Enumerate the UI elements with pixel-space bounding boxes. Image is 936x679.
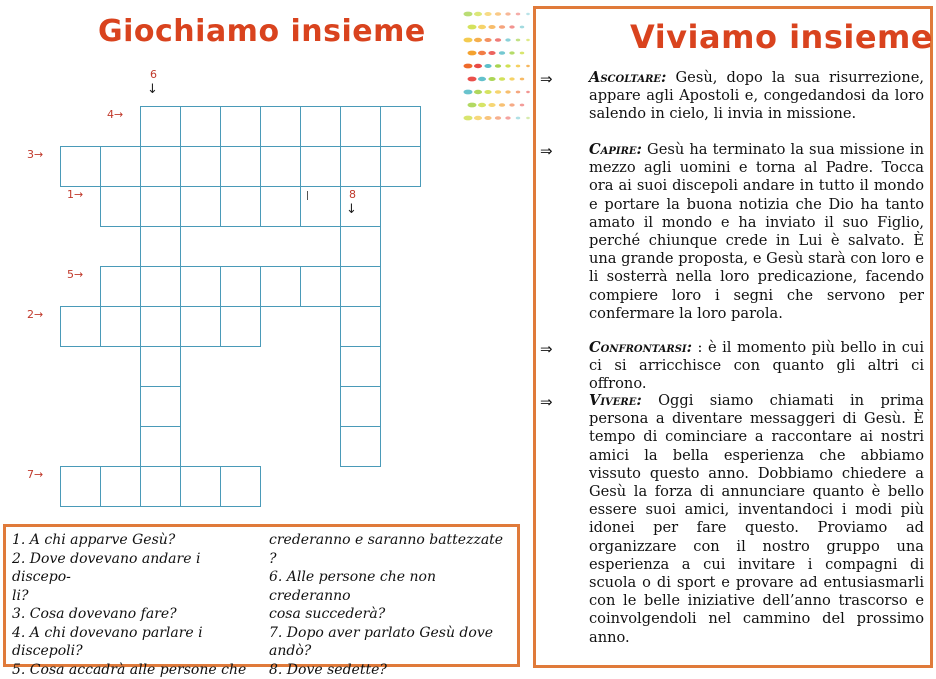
clue-line: 5. Cosa accadrà alle persone che bbox=[12, 661, 258, 679]
crossword-cell bbox=[180, 306, 221, 347]
decorative-dot bbox=[499, 51, 505, 55]
crossword-cell bbox=[380, 106, 421, 147]
crossword-title: Giochiamo insieme bbox=[98, 14, 426, 49]
clue-line: 2. Dove dovevano andare i discepo- bbox=[12, 550, 258, 587]
section-text: Gesù ha terminato la sua missione in mezzo agli uomini e torna al Padre. Tocca ora ai suoi discepoli andare in tutto il mondo e portare la buona notizia che Dio ha tanto amato il mondo e ha inviato il suo Figlio, perché chiunque crede in Lui è salvato. È una grande proposta, e Gesù starà con loro e li sosterrà nella loro predicazione, facendo compiere loro i segni che servono per confermare la loro parola. bbox=[589, 141, 924, 322]
clue-line: 8. Dove sedette? bbox=[269, 661, 513, 679]
section-heading: Capire: bbox=[589, 141, 642, 158]
decorative-dot bbox=[509, 103, 514, 106]
crossword-cell bbox=[60, 306, 101, 347]
reflection-title: Viviamo insieme bbox=[630, 18, 933, 56]
decorative-dot bbox=[484, 64, 491, 68]
decorative-dot bbox=[488, 77, 495, 81]
crossword-cell bbox=[140, 386, 181, 427]
clue-line: 3. Cosa dovevano fare? bbox=[12, 605, 258, 624]
decorative-dot bbox=[464, 12, 473, 17]
clue-number-6: 6 bbox=[150, 68, 157, 81]
decorative-dot bbox=[499, 103, 505, 107]
decorative-dot bbox=[478, 77, 486, 81]
decorative-dot bbox=[516, 91, 521, 94]
crossword-cell bbox=[100, 186, 141, 227]
crossword-cell bbox=[140, 106, 181, 147]
decorative-dot bbox=[499, 77, 505, 81]
crossword-cell bbox=[180, 146, 221, 187]
decorative-dot bbox=[520, 104, 525, 107]
crossword-cell bbox=[60, 146, 101, 187]
clue-line: 1. A chi apparve Gesù? bbox=[12, 531, 258, 550]
decorative-dot bbox=[505, 64, 510, 67]
decorative-dot bbox=[509, 51, 514, 54]
crossword-cell bbox=[340, 106, 381, 147]
clue-line: li? bbox=[12, 587, 258, 606]
crossword-cell bbox=[340, 386, 381, 427]
crossword-cell bbox=[340, 346, 381, 387]
decorative-dot bbox=[464, 90, 473, 95]
decorative-dot bbox=[499, 25, 505, 29]
crossword-cell bbox=[340, 426, 381, 467]
clue-line: cosa succederà? bbox=[269, 605, 513, 624]
decorative-dot bbox=[495, 116, 501, 120]
crossword-cell bbox=[220, 186, 261, 227]
arrow-bullet-icon: ⇒ bbox=[540, 393, 553, 411]
decorative-dot bbox=[505, 12, 510, 15]
down-arrow-icon: ↓ bbox=[346, 202, 357, 217]
decorative-dot bbox=[516, 65, 521, 68]
crossword-cell bbox=[300, 266, 341, 307]
decorative-dot bbox=[516, 39, 521, 42]
crossword-cell bbox=[100, 466, 141, 507]
arrow-bullet-icon: ⇒ bbox=[540, 340, 553, 358]
decorative-dot bbox=[478, 51, 486, 55]
decorative-dot bbox=[484, 38, 491, 42]
decorative-dot bbox=[520, 26, 525, 29]
crossword-cell bbox=[180, 186, 221, 227]
crossword-cell bbox=[140, 306, 181, 347]
crossword-cell bbox=[140, 346, 181, 387]
decorative-dot bbox=[474, 64, 482, 68]
clue-number-3: 3→ bbox=[27, 148, 43, 161]
clues-box bbox=[3, 524, 520, 667]
decorative-dot bbox=[484, 116, 491, 120]
decorative-dot bbox=[526, 39, 530, 41]
section-text: : è il momento più bello in cui ci si arricchisce con quanto gli altri ci offrono. bbox=[589, 339, 924, 392]
decorative-dot bbox=[478, 103, 486, 107]
decorative-dot bbox=[509, 25, 514, 28]
crossword-cell bbox=[300, 106, 341, 147]
decorative-dot bbox=[474, 90, 482, 94]
crossword-cell bbox=[340, 146, 381, 187]
crossword-cell bbox=[100, 306, 141, 347]
decorative-dot bbox=[484, 12, 491, 16]
section-heading: Ascoltare: bbox=[589, 69, 666, 86]
decorative-dot bbox=[474, 38, 482, 42]
clues-column-right bbox=[269, 531, 513, 679]
clue-line: crederanno e saranno battezzate ? bbox=[269, 531, 513, 568]
decorative-dot bbox=[488, 103, 495, 107]
decorative-dot bbox=[520, 52, 525, 55]
crossword-cell bbox=[140, 146, 181, 187]
clue-line: discepoli? bbox=[12, 642, 258, 661]
crossword-cell bbox=[140, 186, 181, 227]
clue-number-8: 8 bbox=[349, 188, 356, 201]
section-confrontarsi bbox=[589, 339, 924, 394]
crossword-cell bbox=[260, 106, 301, 147]
section-text: Oggi siamo chiamati in prima persona a diventare messaggeri di Gesù. È tempo di cominciare a raccontare ai nostri amici la bella esperienza che abbiamo vissuto questo anno. Dobbiamo chiedere a Gesù la forza di annunciare quanto è bello essere suoi amici, inventandoci i modi più idonei per fare questo. Proviamo ad organizzare con il nostro gruppo una esperienza a cui invitare i compagni di scuola o di sport e provare ad entusiasmarli con le belle iniziative dell’anno trascorso e coinvolgendoli nel cammino del prossimo anno. bbox=[589, 392, 924, 646]
crossword-cell bbox=[220, 306, 261, 347]
decorative-dot bbox=[474, 12, 482, 16]
arrow-bullet-icon: ⇒ bbox=[540, 70, 553, 88]
decorative-dot bbox=[526, 65, 530, 67]
crossword-cell bbox=[140, 466, 181, 507]
decorative-dot bbox=[526, 117, 530, 119]
decorative-dot bbox=[468, 103, 477, 108]
decorative-dot bbox=[488, 25, 495, 29]
crossword-cell bbox=[220, 466, 261, 507]
crossword-cell bbox=[100, 266, 141, 307]
clue-number-1: 1→ bbox=[67, 188, 83, 201]
clue-line: 7. Dopo aver parlato Gesù dove bbox=[269, 624, 513, 643]
crossword-cell bbox=[220, 106, 261, 147]
decorative-dot bbox=[505, 38, 510, 41]
crossword-cell bbox=[180, 106, 221, 147]
section-capire bbox=[589, 141, 924, 323]
crossword-cell bbox=[260, 266, 301, 307]
decorative-dots-graphic bbox=[462, 8, 532, 128]
decorative-dot bbox=[484, 90, 491, 94]
crossword-cell bbox=[380, 146, 421, 187]
section-vivere bbox=[589, 392, 924, 647]
decorative-dot bbox=[495, 64, 501, 68]
clue-number-7: 7→ bbox=[27, 468, 43, 481]
decorative-dot bbox=[505, 90, 510, 93]
crossword-cell bbox=[340, 226, 381, 267]
clue-number-4: 4→ bbox=[107, 108, 123, 121]
crossword-cell bbox=[180, 266, 221, 307]
clues-column-left bbox=[12, 531, 258, 679]
decorative-dot bbox=[495, 12, 501, 16]
decorative-dot bbox=[464, 64, 473, 69]
decorative-dot bbox=[505, 116, 510, 119]
crossword-cell bbox=[140, 226, 181, 267]
crossword-cell bbox=[260, 186, 301, 227]
decorative-dot bbox=[516, 117, 521, 120]
clue-line: andò? bbox=[269, 642, 513, 661]
clue-number-5: 5→ bbox=[67, 268, 83, 281]
decorative-dot bbox=[488, 51, 495, 55]
decorative-dot bbox=[526, 91, 530, 93]
crossword-cell bbox=[140, 426, 181, 467]
crossword-cell bbox=[60, 466, 101, 507]
decorative-dot bbox=[520, 78, 525, 81]
down-arrow-icon: ↓ bbox=[147, 82, 158, 97]
decorative-dot bbox=[464, 38, 473, 43]
decorative-dot bbox=[464, 116, 473, 121]
grid-mark bbox=[307, 191, 308, 200]
decorative-dot bbox=[474, 116, 482, 120]
decorative-dot bbox=[468, 51, 477, 56]
crossword-cell bbox=[140, 266, 181, 307]
decorative-dot bbox=[468, 77, 477, 82]
crossword-cell bbox=[220, 146, 261, 187]
decorative-dot bbox=[526, 13, 530, 15]
clue-line: 6. Alle persone che non crederanno bbox=[269, 568, 513, 605]
section-heading: Vivere: bbox=[589, 392, 642, 409]
decorative-dot bbox=[516, 13, 521, 16]
decorative-dot bbox=[478, 25, 486, 29]
section-heading: Confrontarsi: bbox=[589, 339, 692, 356]
decorative-dot bbox=[509, 77, 514, 80]
crossword-cell bbox=[300, 146, 341, 187]
clue-number-2: 2→ bbox=[27, 308, 43, 321]
decorative-dot bbox=[468, 25, 477, 30]
crossword-cell bbox=[180, 466, 221, 507]
decorative-dot bbox=[495, 38, 501, 42]
section-text: Gesù, dopo la sua risurrezione, appare agli Apostoli e, congedandosi da loro salendo in cielo, li invia in missione. bbox=[589, 69, 924, 122]
crossword-cell bbox=[340, 306, 381, 347]
clue-line: 4. A chi dovevano parlare i bbox=[12, 624, 258, 643]
decorative-dot bbox=[495, 90, 501, 94]
arrow-bullet-icon: ⇒ bbox=[540, 142, 553, 160]
crossword-cell bbox=[100, 146, 141, 187]
crossword-cell bbox=[340, 266, 381, 307]
crossword-cell bbox=[260, 146, 301, 187]
crossword-cell bbox=[220, 266, 261, 307]
section-ascoltare bbox=[589, 69, 924, 124]
